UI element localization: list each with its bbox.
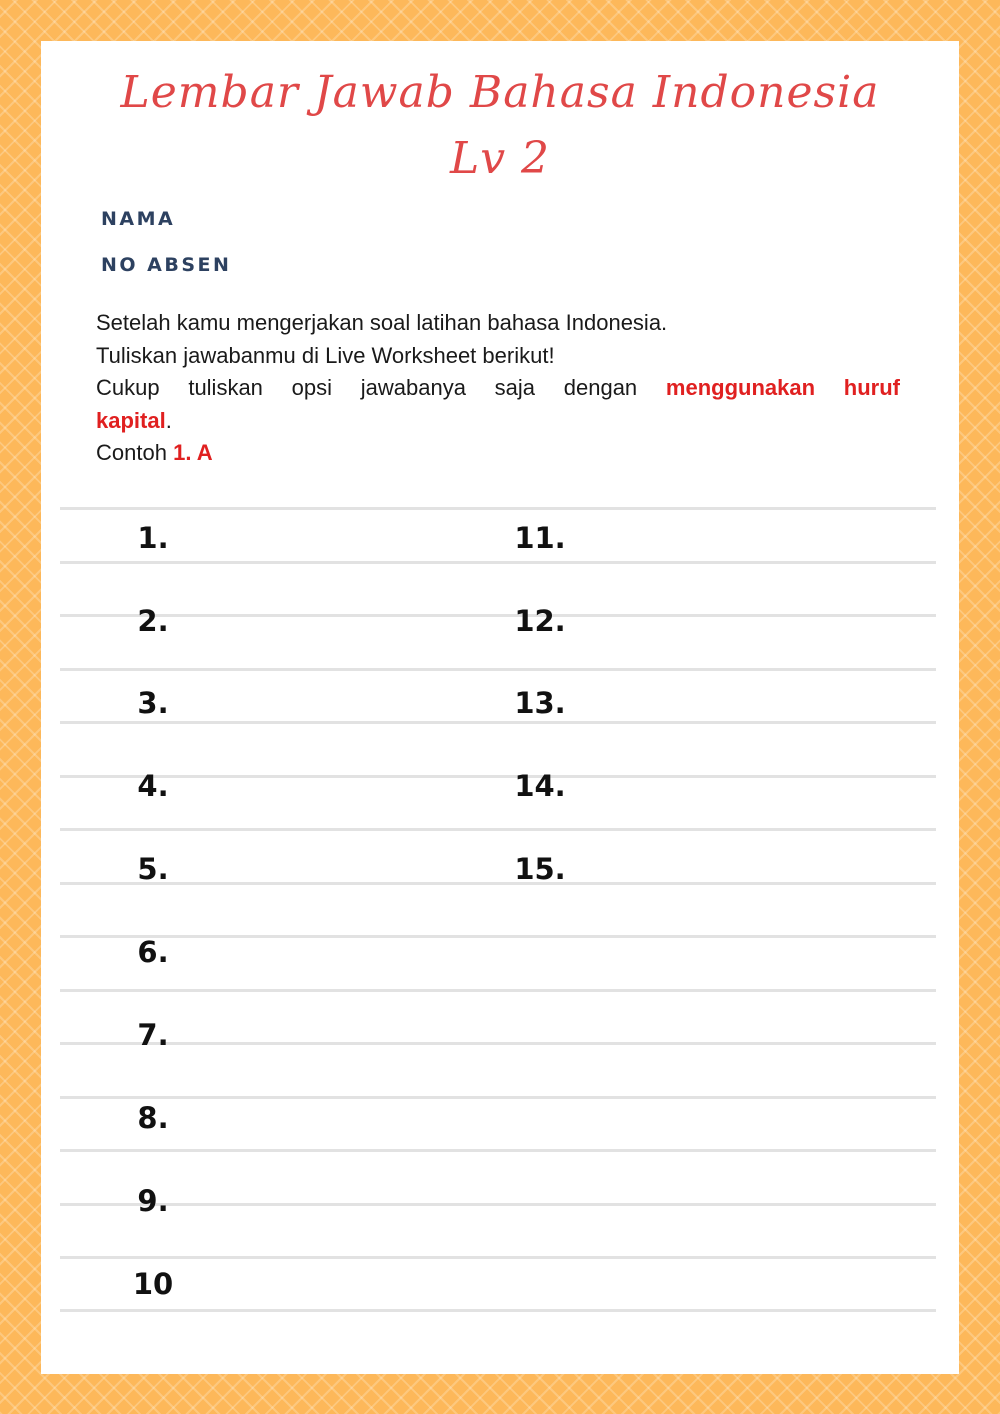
answer-number-4: 4. <box>137 769 169 803</box>
instruction-highlight-kapital: kapital <box>96 407 166 433</box>
answer-line <box>60 1149 936 1152</box>
answer-line <box>60 1309 936 1312</box>
instruction-line-4 <box>96 405 900 438</box>
answer-line <box>60 721 936 724</box>
answer-line <box>60 507 936 510</box>
answer-line <box>60 989 936 992</box>
answer-number-11: 11. <box>514 521 566 555</box>
worksheet-page <box>41 41 959 1374</box>
answer-number-3: 3. <box>137 686 169 720</box>
answer-line <box>60 561 936 564</box>
instruction-period: . <box>165 407 172 433</box>
answer-number-8: 8. <box>137 1101 169 1135</box>
answer-number-2: 2. <box>137 604 169 638</box>
answer-number-15: 15. <box>514 852 566 886</box>
answer-number-1: 1. <box>137 521 169 555</box>
instruction-line-1: Setelah kamu mengerjakan soal latihan bahasa Indonesia. <box>96 310 668 335</box>
answer-number-10: 10 <box>132 1267 174 1301</box>
example-value: 1. A <box>173 440 213 465</box>
answer-number-13: 13. <box>514 686 566 720</box>
instruction-line-2: Tuliskan jawabanmu di Live Worksheet berikut! <box>96 342 555 368</box>
name-label: NAMA <box>101 208 176 230</box>
answer-number-6: 6. <box>137 935 169 969</box>
worksheet-level: Lv 2 <box>449 133 551 184</box>
answer-line <box>60 1256 936 1259</box>
example-line <box>96 437 900 470</box>
instruction-text: Cukup tuliskan opsi jawabanya saja dengan <box>96 375 638 400</box>
example-label: Contoh <box>96 440 167 465</box>
instructions <box>96 307 900 470</box>
answer-line <box>60 1096 936 1099</box>
answer-number-5: 5. <box>137 852 169 886</box>
answer-line <box>60 668 936 671</box>
instruction-line-3 <box>96 372 900 405</box>
worksheet-title: Lembar Jawab Bahasa Indonesia <box>120 67 880 118</box>
absen-label: NO ABSEN <box>101 254 232 276</box>
answer-line <box>60 828 936 831</box>
answer-number-12: 12. <box>514 604 566 638</box>
answer-number-7: 7. <box>137 1018 169 1052</box>
answer-number-14: 14. <box>514 769 566 803</box>
instruction-highlight: menggunakan huruf <box>665 375 900 400</box>
answer-number-9: 9. <box>137 1184 169 1218</box>
